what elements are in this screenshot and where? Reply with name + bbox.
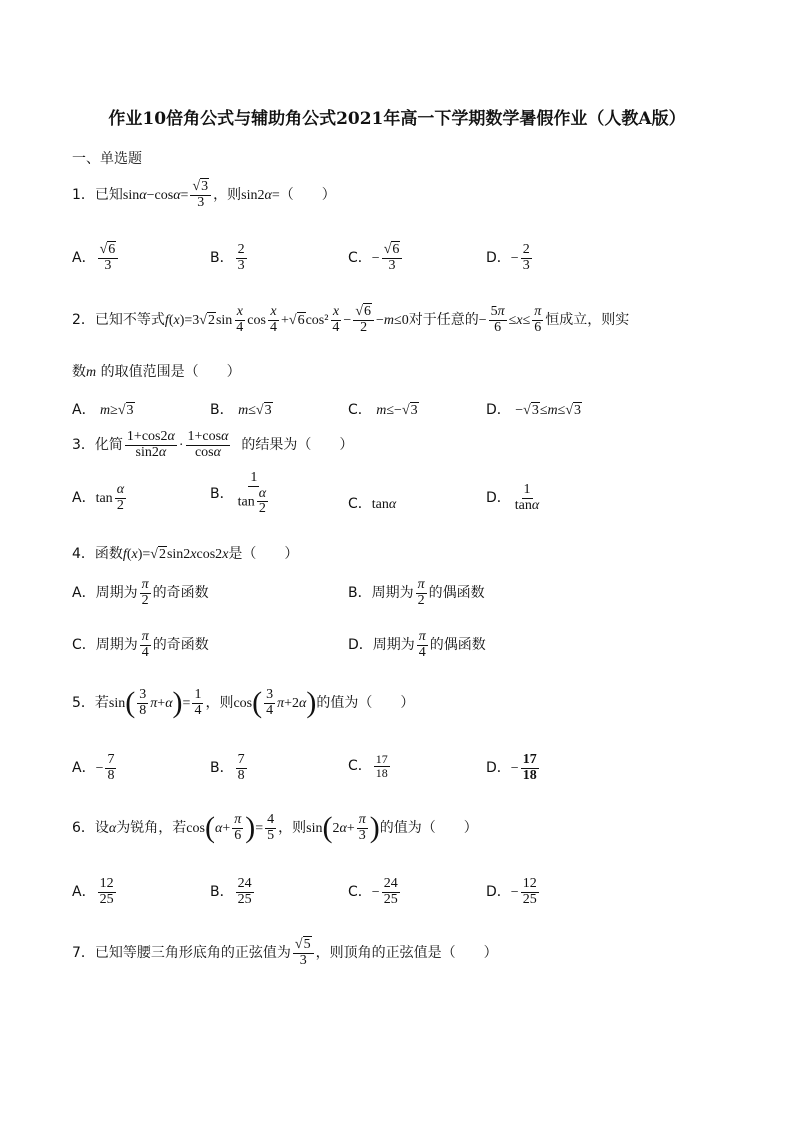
q6-option-c[interactable]: C．− $\frac{24}{25}$ [348, 876, 398, 907]
q4-option-a[interactable]: A．周期为 $\frac{\pi}{2}$ 的奇函数 [72, 577, 209, 608]
question-1: 1．已知sinα−cosα= $\frac{√3}{3}$ ，则sin2α=（ ） [72, 179, 336, 210]
q5-option-a[interactable]: A．− $\frac{7}{8}$ [72, 752, 115, 783]
q6-option-d[interactable]: D．− $\frac{12}{25}$ [486, 876, 537, 907]
question-2-line-2: 数m 的取值范围是（ ） [72, 364, 241, 380]
q1-prefix: 1．已知 [72, 187, 123, 204]
q1-option-a[interactable]: A． $\frac{√6}{3}$ [72, 243, 120, 273]
q1-option-c[interactable]: C．− $\frac{√6}{3}$ [348, 243, 404, 273]
q3-option-a[interactable]: A．tan $\frac{\alpha}{2}$ [72, 482, 125, 513]
question-3: 3．化简 $\frac{1+\cos 2\alpha}{\sin 2\alpha}$ · $\frac{1+\cos\alpha}{\cos\alpha}$ 的结果为（ ） [72, 429, 354, 460]
q5-option-d[interactable]: D．− $\frac{17}{18}$ [486, 752, 537, 783]
q3-option-d[interactable]: D． $\frac{1}{\tan\alpha}$ [486, 482, 540, 513]
question-4: 4．函数f(x)=√2sin2xcos2x是（ ） [72, 546, 299, 562]
q4-option-d[interactable]: D．周期为 $\frac{\pi}{4}$ 的偶函数 [348, 629, 486, 660]
q6-option-a[interactable]: A． $\frac{12}{25}$ [72, 876, 114, 907]
question-7: 7．已知等腰三角形底角的正弦值为 $\frac{√5}{3}$ ，则顶角的正弦值是（ ） [72, 937, 498, 968]
q3-option-b[interactable]: B． 1 tan $\frac{\alpha}{2}$ [210, 470, 267, 517]
q1-option-d[interactable]: D．− $\frac{2}{3}$ [486, 242, 530, 273]
q2-option-b[interactable]: B． m≤√3 [210, 402, 272, 418]
q4-option-c[interactable]: C．周期为 $\frac{\pi}{4}$ 的奇函数 [72, 629, 209, 660]
question-5: 5．若sin( $\frac{3}{8}$ π+α)= $\frac{1}{4}$ ，则cos( $\frac{3}{4}$ π+2α)的值为（ ） [72, 686, 415, 720]
page-title: 作业10倍角公式与辅助角公式2021年高一下学期数学暑假作业（人教A版） [108, 109, 686, 129]
q1-option-b[interactable]: B． $\frac{2}{3}$ [210, 242, 245, 273]
q2-option-a[interactable]: A． m≥√3 [72, 402, 134, 418]
question-2: 2．已知不等式f(x)=3√2sin $\frac{x}{4}$ cos $\frac{x}{4}$ +√6cos² $\frac{x}{4}$ − $\frac{√6}{2}$ −m≤0对于任意的− $\frac{5\pi}{6}$ ≤x≤ $\frac{\pi}{6}$ 恒成立，则实 [72, 304, 630, 335]
q1-mid: ，则 [213, 187, 242, 204]
q2-option-c[interactable]: C． m≤−√3 [348, 402, 418, 418]
q2-option-d[interactable]: D． −√3≤m≤√3 [486, 402, 582, 418]
q5-option-c[interactable]: C． $\frac{17}{18}$ [348, 752, 388, 780]
q4-option-b[interactable]: B．周期为 $\frac{\pi}{2}$ 的偶函数 [348, 577, 485, 608]
q1-tail: （ ） [279, 187, 336, 204]
q3-option-c[interactable]: C．tanα [348, 496, 397, 512]
question-6: 6．设α为锐角，若cos(α+ $\frac{\pi}{6}$ )= $\frac{4}{5}$ ，则sin(2α+ $\frac{\pi}{3}$ )的值为（ ） [72, 811, 478, 845]
q6-option-b[interactable]: B． $\frac{24}{25}$ [210, 876, 252, 907]
q5-option-b[interactable]: B． $\frac{7}{8}$ [210, 752, 245, 783]
section-heading: 一、单选题 [72, 151, 142, 167]
